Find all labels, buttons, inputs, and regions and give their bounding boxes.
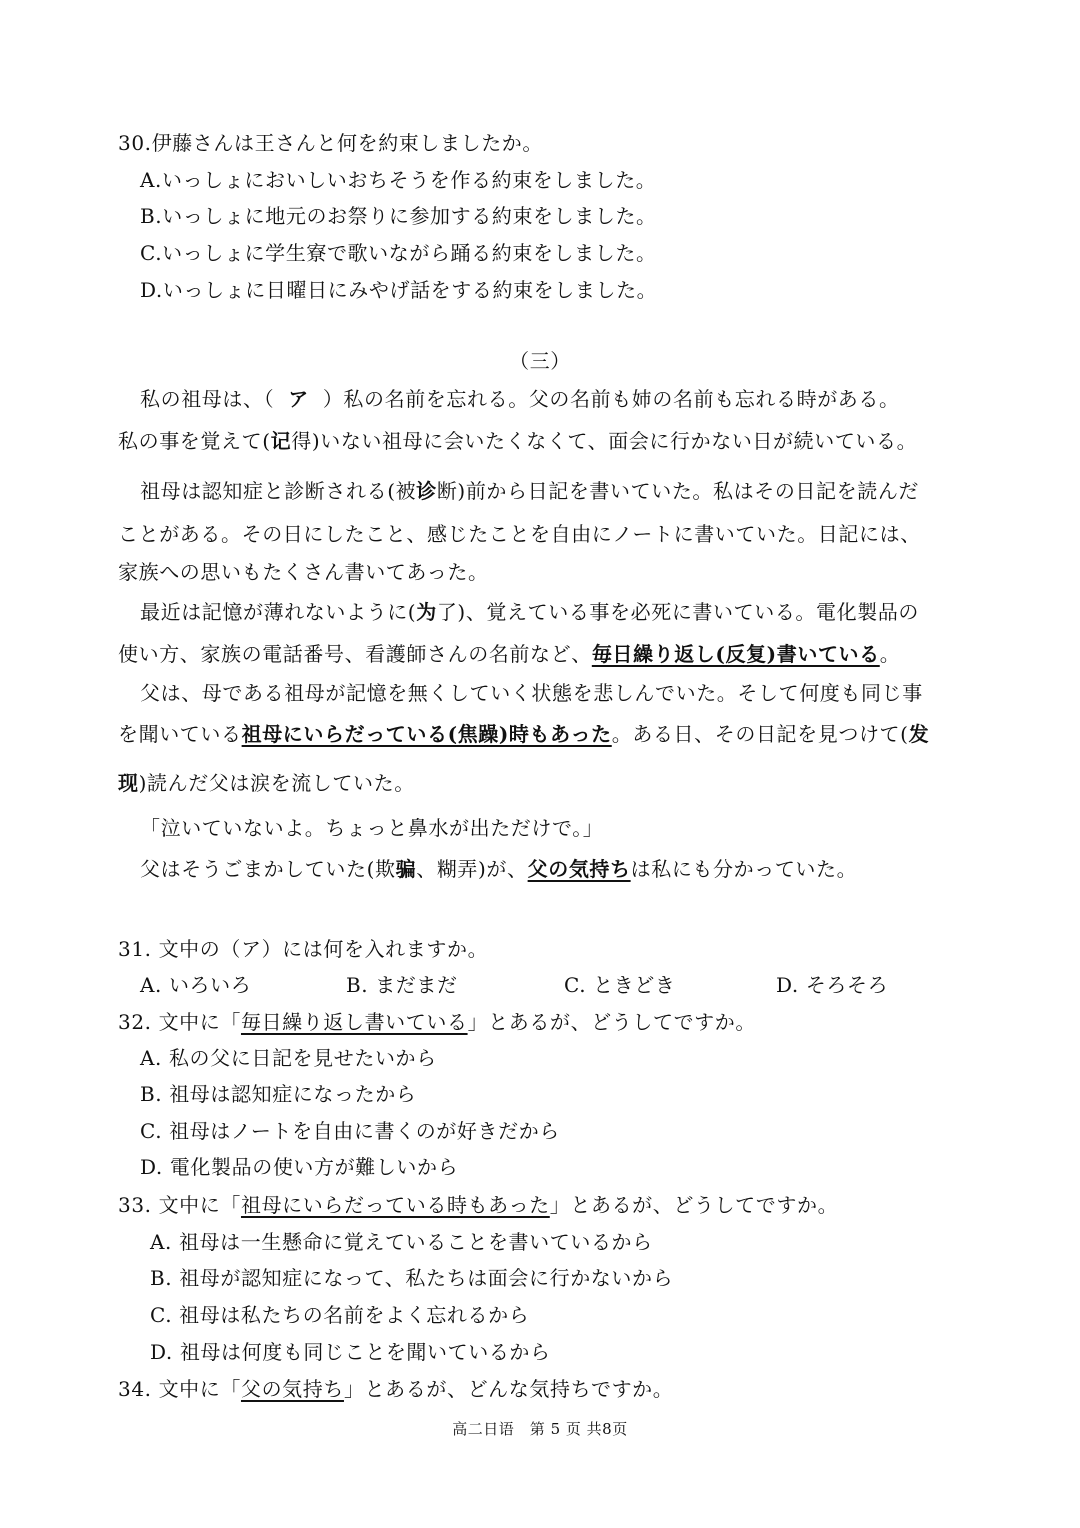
passage-text: 私の事を覚えて( xyxy=(118,429,271,453)
q34-stem xyxy=(118,1376,673,1402)
stem-text: 」とあるが、どんな気持ちですか。 xyxy=(343,1377,674,1401)
passage-text: )読んだ父は涙を流していた。 xyxy=(138,771,415,795)
passage-text: は私にも分かっていた。 xyxy=(630,857,858,881)
q30-option-b: B.いっしょに地元のお祭りに参加する約束をしました。 xyxy=(140,204,657,228)
chinese-gloss: 现 xyxy=(118,771,139,795)
passage-text: ）私の名前を忘れる。父の名前も姉の名前も忘れる時がある。 xyxy=(322,387,900,411)
q33-option-d: D. 祖母は何度も同じことを聞いているから xyxy=(150,1340,551,1364)
stem-text: 33. 文中に「 xyxy=(118,1193,241,1217)
passage-text: 最近は記憶が薄れないように( xyxy=(140,600,417,624)
chinese-gloss: 发 xyxy=(908,722,930,746)
stem-text: 」とあるが、どうしてですか。 xyxy=(467,1010,756,1034)
quoted-phrase: 毎日繰り返し書いている xyxy=(240,1010,468,1034)
page-footer: 高二日语 第 5 页 共8页 xyxy=(452,1420,628,1438)
blank-label: ア xyxy=(288,387,309,411)
q31-option-b: B. まだまだ xyxy=(346,973,458,997)
q33-stem xyxy=(118,1192,838,1218)
chinese-gloss: 诊 xyxy=(416,479,437,503)
passage-text: 使い方、家族の電話番号、看護師さんの名前など、 xyxy=(118,642,592,666)
q31-option-d: D. そろそろ xyxy=(776,973,889,997)
passage-text: 父はそうごまかしていた(欺 xyxy=(140,857,396,881)
passage-line-5: 家族への思いもたくさん書いてあった。 xyxy=(118,560,489,584)
underlined-phrase-1: 毎日繰り返し(反复)書いている xyxy=(591,642,880,666)
passage-text: 得)いない祖母に会いたくなくて、面会に行かない日が続いている。 xyxy=(291,429,918,453)
passage-line-6 xyxy=(140,599,919,625)
stem-text: 」とあるが、どうしてですか。 xyxy=(549,1193,839,1217)
q32-option-d: D. 電化製品の使い方が難しいから xyxy=(140,1155,459,1179)
stem-text: 34. 文中に「 xyxy=(118,1377,241,1401)
passage-line-3 xyxy=(140,478,919,504)
q32-option-a: A. 私の父に日記を見せたいから xyxy=(140,1046,437,1070)
q33-option-c: C. 祖母は私たちの名前をよく忘れるから xyxy=(150,1303,530,1327)
chinese-gloss: 记 xyxy=(270,429,292,453)
passage-line-4: ことがある。その日にしたこと、感じたことを自由にノートに書いていた。日記には、 xyxy=(118,522,921,546)
passage-text: 了)、覚えている事を必死に書いている。電化製品の xyxy=(436,600,920,624)
passage-line-12 xyxy=(140,856,857,882)
passage-line-1 xyxy=(140,386,900,412)
passage-text: 。 xyxy=(879,642,901,666)
stem-text: 32. 文中に「 xyxy=(118,1010,241,1034)
section-title: （三） xyxy=(509,349,571,373)
passage-text: 断)前から日記を書いていた。私はその日記を読んだ xyxy=(436,479,920,503)
q30-option-d: D.いっしょに日曜日にみやげ話をする約束をしました。 xyxy=(140,278,658,302)
quoted-phrase: 祖母にいらだっている時もあった xyxy=(240,1193,550,1217)
underlined-phrase-3: 父の気持ち xyxy=(527,857,631,881)
chinese-gloss: 骗 xyxy=(395,857,417,881)
q32-option-c: C. 祖母はノートを自由に書くのが好きだから xyxy=(140,1119,560,1143)
passage-line-11: 「泣いていないよ。ちょっと鼻水が出ただけで。」 xyxy=(140,816,604,840)
q30-stem: 30.伊藤さんは王さんと何を約束しましたか。 xyxy=(118,131,544,155)
q32-stem xyxy=(118,1009,756,1035)
q33-option-b: B. 祖母が認知症になって、私たちは面会に行かないから xyxy=(150,1266,674,1290)
q31-option-a: A. いろいろ xyxy=(140,973,252,997)
chinese-gloss: 为 xyxy=(416,600,437,624)
passage-text: 、糊弄)が、 xyxy=(416,857,528,881)
q30-option-a: A.いっしょにおいしいおちそうを作る約束をしました。 xyxy=(140,168,657,192)
passage-line-7 xyxy=(118,641,900,667)
q30-option-c: C.いっしょに学生寮で歌いながら踊る約束をしました。 xyxy=(140,241,657,265)
passage-line-10 xyxy=(118,770,415,796)
passage-line-8: 父は、母である祖母が記憶を無くしていく状態を悲しんでいた。そして何度も同じ事 xyxy=(140,681,923,705)
passage-text: 私の祖母は、（ xyxy=(140,387,275,411)
q31-stem: 31. 文中の（ア）には何を入れますか。 xyxy=(118,937,489,961)
passage-text: 。ある日、その日記を見つけて( xyxy=(611,722,909,746)
passage-text: を聞いている xyxy=(118,722,242,746)
passage-line-2 xyxy=(118,428,917,454)
q31-option-c: C. ときどき xyxy=(564,973,676,997)
passage-text: 祖母は認知症と診断される(被 xyxy=(140,479,417,503)
passage-line-9 xyxy=(118,721,929,747)
quoted-phrase: 父の気持ち xyxy=(240,1377,344,1401)
q33-option-a: A. 祖母は一生懸命に覚えていることを書いているから xyxy=(150,1230,653,1254)
q32-option-b: B. 祖母は認知症になったから xyxy=(140,1082,417,1106)
underlined-phrase-2: 祖母にいらだっている(焦躁)時もあった xyxy=(241,722,612,746)
